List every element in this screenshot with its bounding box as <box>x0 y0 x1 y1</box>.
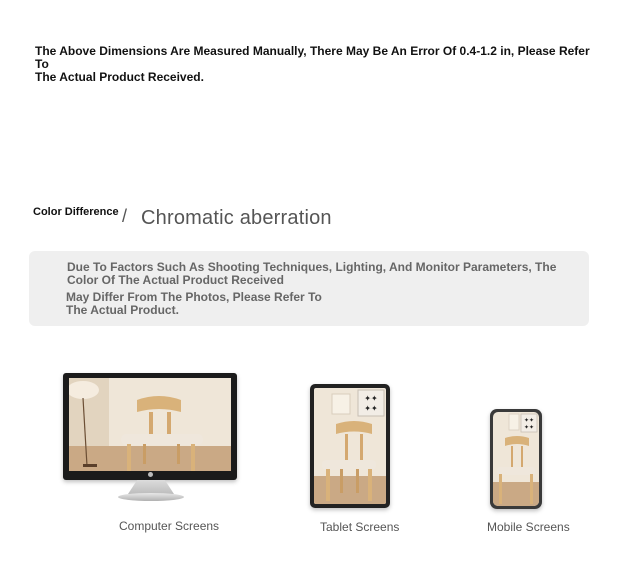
color-note-line-1: Due To Factors Such As Shooting Techniques, Lighting, And Monitor Parameters, The <box>67 260 557 274</box>
dimension-disclaimer <box>35 45 595 84</box>
monitor-stand-base <box>118 493 184 501</box>
color-note-line-4: The Actual Product. <box>66 303 179 317</box>
svg-text:✦✦: ✦✦ <box>364 404 378 413</box>
chair-photo-icon <box>493 412 539 506</box>
phone-icon <box>490 409 542 509</box>
phone-screen <box>493 412 539 506</box>
svg-text:✦✦: ✦✦ <box>523 424 535 431</box>
computer-screens-caption: Computer Screens <box>119 519 220 533</box>
color-note-line-2: Color Of The Actual Product Received <box>67 273 284 287</box>
chromatic-aberration-title: Chromatic aberration <box>141 207 332 229</box>
svg-text:✦✦: ✦✦ <box>364 394 378 403</box>
mobile-screens-caption: Mobile Screens <box>487 520 570 534</box>
monitor-stand-neck <box>128 480 174 494</box>
tablet-icon <box>310 384 390 508</box>
color-note-line-3: May Differ From The Photos, Please Refer To <box>66 290 322 304</box>
svg-text:✦✦: ✦✦ <box>523 417 535 424</box>
tablet-screens-caption: Tablet Screens <box>320 520 400 534</box>
disclaimer-line-2: The Actual Product Received. <box>35 70 204 84</box>
disclaimer-line-1: The Above Dimensions Are Measured Manually, There May Be An Error Of 0.4-1.2 in, Please Refer To <box>35 44 590 71</box>
tablet-screen <box>314 388 386 504</box>
chair-photo-icon <box>314 388 386 504</box>
color-difference-label: Color Difference <box>33 206 119 218</box>
section-divider-slash: / <box>122 206 128 226</box>
chair-photo-icon <box>69 378 231 471</box>
monitor-icon <box>63 373 237 480</box>
monitor-logo-icon <box>148 472 153 477</box>
monitor-screen <box>69 378 231 471</box>
